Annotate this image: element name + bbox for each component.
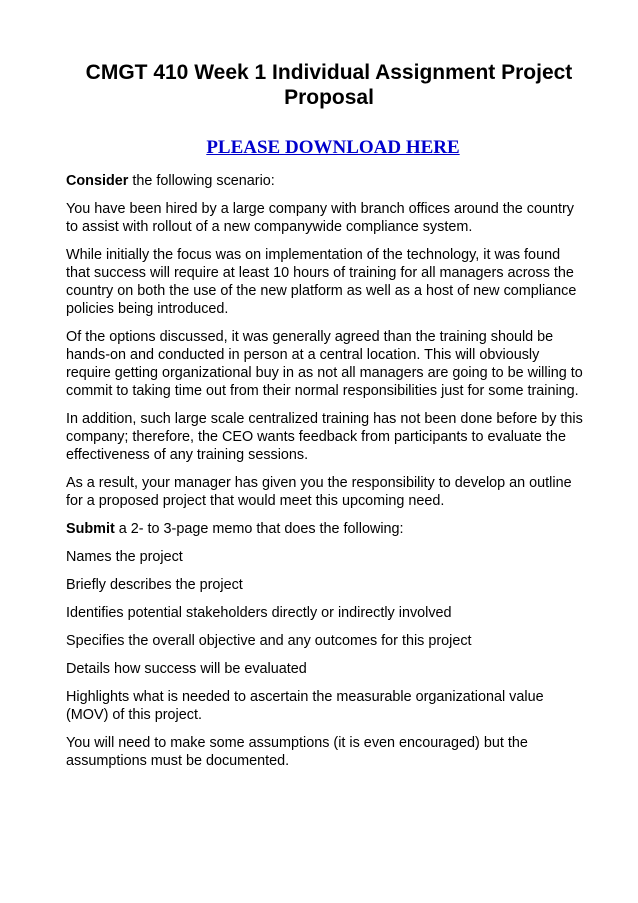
scenario-paragraph-5: As a result, your manager has given you the responsibility to develop an outline for a proposed project that would meet this upcoming need. (66, 475, 572, 509)
submit-paragraph (66, 520, 596, 538)
requirement-item: Specifies the overall objective and any outcomes for this project (66, 633, 472, 649)
document-body (66, 172, 596, 780)
submit-lead: Submit (66, 521, 115, 537)
document-title: CMGT 410 Week 1 Individual Assignment Project Proposal (85, 61, 573, 109)
intro-text: the following scenario: (128, 173, 275, 189)
requirement-item: Identifies potential stakeholders directly or indirectly involved (66, 605, 452, 621)
download-link[interactable]: PLEASE DOWNLOAD HERE (206, 137, 460, 158)
submit-text: a 2- to 3-page memo that does the following: (114, 521, 404, 537)
requirement-item: Names the project (66, 549, 183, 565)
scenario-paragraph-3: Of the options discussed, it was generally agreed than the training should be hands-on and conducted in person at a central location. This will obviously require getting organizational buy in as not all managers are going to be willing to commit to taking time out from their normal responsibilities just for some training. (66, 329, 583, 399)
requirement-item: Highlights what is needed to ascertain the measurable organizational value (MOV) of this project. (66, 689, 544, 723)
scenario-paragraph-4: In addition, such large scale centralized training has not been done before by this company; therefore, the CEO wants feedback from participants to evaluate the effectiveness of any training sessions. (66, 411, 583, 463)
requirement-item: Briefly describes the project (66, 577, 243, 593)
intro-paragraph (66, 172, 596, 190)
closing-paragraph: You will need to make some assumptions (it is even encouraged) but the assumptions must be documented. (66, 735, 528, 769)
intro-lead: Consider (66, 173, 129, 189)
scenario-paragraph-1: You have been hired by a large company with branch offices around the country to assist with rollout of a new companywide compliance system. (66, 201, 574, 235)
requirement-item: Details how success will be evaluated (66, 661, 307, 677)
download-link-line (0, 137, 638, 159)
scenario-paragraph-2: While initially the focus was on implementation of the technology, it was found that success will require at least 10 hours of training for all managers across the country on both the use of the new platform as well as a host of new compliance policies being introduced. (66, 247, 577, 317)
